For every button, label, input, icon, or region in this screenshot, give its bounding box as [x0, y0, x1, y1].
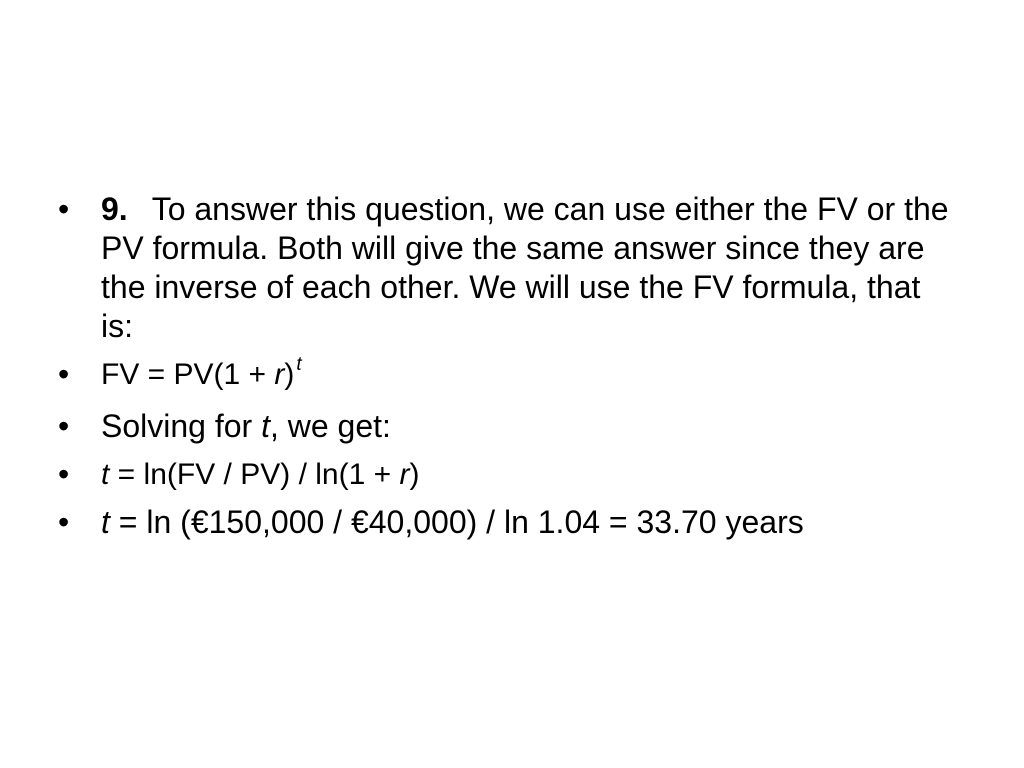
bullet-item-solving [58, 407, 958, 446]
explanation-text: To answer this question, we can use either the FV or the PV formula. Both will give the same answer since they are the inverse of each other. We will use the FV formula, that is: [101, 191, 949, 344]
t-formula-var: t [101, 458, 110, 491]
question-number: 9. [101, 191, 128, 227]
t-result-var: t [101, 504, 110, 540]
t-result-expr: ln (€150,000 / €40,000) / ln 1.04 = 33.70 years [146, 504, 804, 540]
bullet-item-question-9 [58, 190, 958, 346]
fv-formula-lhs: FV = PV(1 + [101, 358, 275, 391]
fv-formula-rate: r [274, 358, 285, 391]
bullet-item-t-result [58, 503, 958, 542]
solving-post: , we get: [269, 408, 391, 444]
fv-formula-close: ) [284, 358, 295, 391]
fv-formula-exponent: t [296, 354, 302, 375]
solving-var: t [261, 408, 270, 444]
bullet-list [58, 190, 958, 551]
t-formula-eq: = [109, 458, 144, 491]
solving-pre: Solving for [101, 408, 262, 444]
t-formula-rate: r [399, 458, 410, 491]
t-formula-close: ) [409, 458, 420, 491]
bullet-item-t-formula [58, 455, 958, 494]
bullet-item-fv-formula [58, 355, 958, 398]
t-result-eq: = [109, 504, 147, 540]
t-formula-expr: ln(FV / PV) / ln(1 + [143, 458, 400, 491]
